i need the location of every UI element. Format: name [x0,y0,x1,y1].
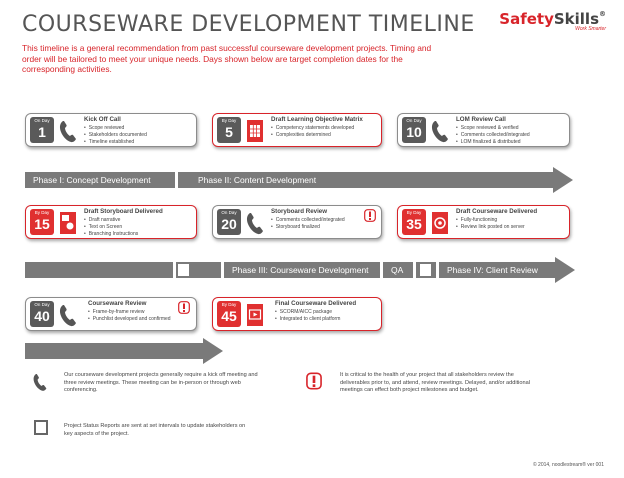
card-bullets [84,217,138,238]
bullet: • Frame-by-frame review [88,309,171,316]
bullet: • Scope reviewed [84,125,147,132]
arrowhead [553,167,573,193]
bullet: • Review link posted on server [456,224,525,231]
card-bullets [275,309,340,323]
phase-4-segment: Phase IV: Client Review [439,262,557,278]
report-note: Project Status Reports are sent at set intervals to update stakeholders on key aspects of the project. [64,423,246,437]
status-report-icon [178,264,189,276]
day-label: On Day [406,118,422,123]
card-draft-courseware [397,205,570,239]
day-number: 20 [221,216,237,232]
day-badge [402,117,426,143]
day-badge [217,117,241,143]
day-label: By Day [221,302,237,307]
phone-icon [32,372,48,392]
card-title: Courseware Review [88,300,147,307]
blank-segment [25,262,173,278]
phase-3-segment: Phase III: Courseware Development [224,262,380,278]
day-badge [30,301,54,327]
phase-2-segment: Phase II: Content Development [178,172,555,188]
day-label: By Day [221,118,237,123]
day-number: 15 [34,216,50,232]
arrowhead [203,338,223,364]
bullet: • Fully-functioning [456,217,525,224]
card-bullets [84,125,147,146]
card-kick-off-call [25,113,197,147]
bullet: • Draft narrative [84,217,138,224]
day-number: 5 [225,124,233,140]
status-report-icon [420,264,431,276]
card-bullets [271,217,345,231]
phone-icon [58,119,78,143]
alert-icon [178,301,190,314]
day-number: 1 [38,124,46,140]
phone-icon [430,119,450,143]
courseware-doc-icon [430,211,450,235]
status-report-icon [34,420,48,435]
day-badge [30,117,54,143]
bullet: • Timeline established [84,139,147,146]
intro-text: This timeline is a general recommendation from past successful courseware development projects. Timing and order will be tailored to meet your unique needs. Days shown below are target completion dates for the corresponding activities. [22,43,432,74]
phone-icon [245,211,265,235]
card-title: Draft Learning Objective Matrix [271,116,363,123]
phase-arrow-row-3 [25,343,225,359]
arrowhead [555,257,575,283]
day-label: On Day [34,302,50,307]
page-title: COURSEWARE DEVELOPMENT TIMELINE [22,12,475,37]
phone-icon [58,303,78,327]
card-bullets [456,217,525,231]
card-draft-storyboard [25,205,197,239]
card-storyboard-review [212,205,382,239]
qa-segment: QA [383,262,413,278]
day-number: 45 [221,308,237,324]
storyboard-doc-icon [58,211,78,235]
day-badge [402,209,426,235]
final-package-icon [245,303,265,327]
day-number: 40 [34,308,50,324]
bullet: • Storyboard finalized [271,224,345,231]
day-label: By Day [406,210,422,215]
alert-icon [306,372,322,390]
card-final-courseware [212,297,382,331]
logo-brand-a: Safety [499,10,554,28]
blank-segment [25,343,205,359]
phase-arrow-row-2 [25,262,575,278]
matrix-doc-icon [245,119,265,143]
day-number: 35 [406,216,422,232]
day-badge [30,209,54,235]
bullet: • Text on Screen [84,224,138,231]
alert-icon [364,209,376,222]
bullet: • Punchlist developed and confirmed [88,316,171,323]
day-number: 10 [406,124,422,140]
card-bullets [456,125,530,146]
bullet: • Competency statements developed [271,125,354,132]
card-bullets [88,309,171,323]
bullet: • Branching Instructions [84,231,138,238]
logo: SafetySkills® Work Smarter [499,10,606,32]
card-title: Draft Storyboard Delivered [84,208,163,215]
phase-arrow-row-1 [25,172,575,188]
day-label: By Day [34,210,50,215]
card-title: Kick Off Call [84,116,121,123]
day-label: On Day [221,210,237,215]
bullet: • LOM finalized & distributed [456,139,530,146]
bullet: • Complexities determined [271,132,354,139]
day-badge [217,301,241,327]
card-title: Storyboard Review [271,208,328,215]
bullet: • Integrated to client platform [275,316,340,323]
day-label: On Day [34,118,50,123]
alert-note: It is critical to the health of your project that all stakeholders review the deliverables prior to, and attend, review meetings. Delayed, and/or additional meetings can effect both project milestones and budget. [340,372,530,394]
logo-tagline: Work Smarter [575,26,606,32]
card-bullets [271,125,354,139]
bullet: • Stakeholders documented [84,132,147,139]
logo-brand-b: Skills [553,10,599,28]
phone-note: Our courseware development projects generally require a kick off meeting and three review meetings. These meeting can be in-person or through web conferencing. [64,372,258,394]
card-draft-lom [212,113,382,147]
bullet: • SCORM/AICC package [275,309,340,316]
phase-1-segment: Phase I: Concept Development [25,172,175,188]
bullet: • Comments collected/integrated [271,217,345,224]
day-badge [217,209,241,235]
card-title: LOM Review Call [456,116,506,123]
bullet: • Comments collected/integrated [456,132,530,139]
card-courseware-review [25,297,197,331]
card-title: Draft Courseware Delivered [456,208,538,215]
footer-copyright: © 2014, noodlestream® ver 001 [532,462,604,468]
card-lom-review-call [397,113,570,147]
card-title: Final Courseware Delivered [275,300,357,307]
bullet: • Scope reviewed & verified [456,125,530,132]
